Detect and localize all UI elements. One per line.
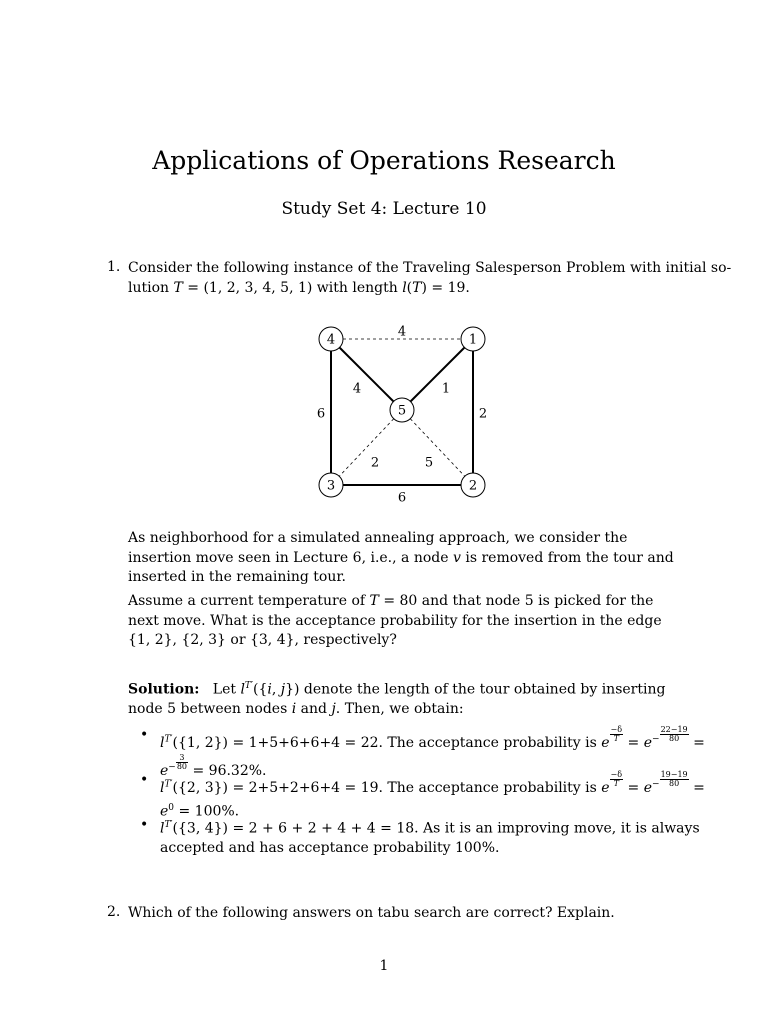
page-number: 1 [379,958,389,974]
question-1-intro-line-2: lution T = (1, 2, 3, 4, 5, 1) with length l(T) = 19. [128,279,470,296]
solution-bullet-3-line-2: accepted and has acceptance probability 100%. [160,840,500,857]
solution-bullet-2: • $l^{T'}(\{2$, 3}) = 2+5+2+6+4 = 19. The acceptance probability is e $\frac{-\delta}{T}$ = e− $\frac{19-19}{80}$ = $e^0 = 100\%$. [140,770,705,820]
edge-weight-5-3: 2 [370,455,380,471]
edge-5-1 [410,347,464,401]
edge-weight-4-3: 6 [316,406,326,422]
edge-weight-5-2: 5 [424,455,434,471]
edge-weight-1-2: 2 [478,406,488,422]
bullet-icon: • [140,772,149,788]
question-2-number: 2. [107,904,121,920]
solution-bullet-3: • $l^{T'}(\{3$, 4}) = 2 + 6 + 2 + 4 + 4 = 18. As it is an improving move, it is always accepted and has acceptance probability 100%. [160,816,680,859]
node-label-5: 5 [397,403,407,419]
bullet-icon: • [140,727,149,743]
question-1-paragraph-1: As neighborhood for a simulated annealing approach, we consider the insertion move seen in Lecture 6, i.e., a node v is removed from the tour and inserted in the remaining tour. [128,530,674,585]
document-title: Applications of Operations Research [152,146,616,175]
bullet-icon: • [140,817,149,833]
solution-label: Solution: [128,681,200,698]
solution-bullet-1: • $l^{T'}(\{1$, 2}) = 1+5+6+6+4 = 22. The acceptance probability is e $\frac{-\delta}{T}$ = e− $\frac{22-19}{80}$ = e− $\frac{3}{80}$ = 96.32%. [140,725,705,779]
question-1-paragraph-2: Assume a current temperature of T = 80 and that node 5 is picked for the next move. What is the acceptance probability for the insertion in the edge {1, 2}, {2, 3} or {3, 4}, respectively? [128,593,662,648]
solution-intro: Solution: Let $l^{T'}(\{i$, j}) denote the length of the tour obtained by inserting node 5 between nodes i and j. Then, we obtain: [128,681,666,718]
edge-5-3 [339,419,394,477]
node-label-1: 1 [468,332,478,348]
node-label-3: 3 [326,478,336,494]
question-1-intro-line-1: Consider the following instance of the Traveling Salesperson Problem with initial so- [128,260,732,276]
tsp-graph [300,312,500,512]
document-subtitle: Study Set 4: Lecture 10 [281,199,487,219]
edge-weight-3-2: 6 [397,490,407,506]
edge-weight-4-5: 4 [352,381,362,397]
node-label-4: 4 [326,332,336,348]
question-2-text: Which of the following answers on tabu search are correct? Explain. [128,905,615,921]
edge-weight-5-1: 1 [441,381,451,397]
question-1-intro [128,259,732,298]
question-1-number: 1. [107,259,121,275]
edge-4-5 [339,347,393,401]
edge-5-2 [410,419,465,477]
edge-weight-4-1: 4 [397,324,407,340]
node-label-2: 2 [468,478,478,494]
